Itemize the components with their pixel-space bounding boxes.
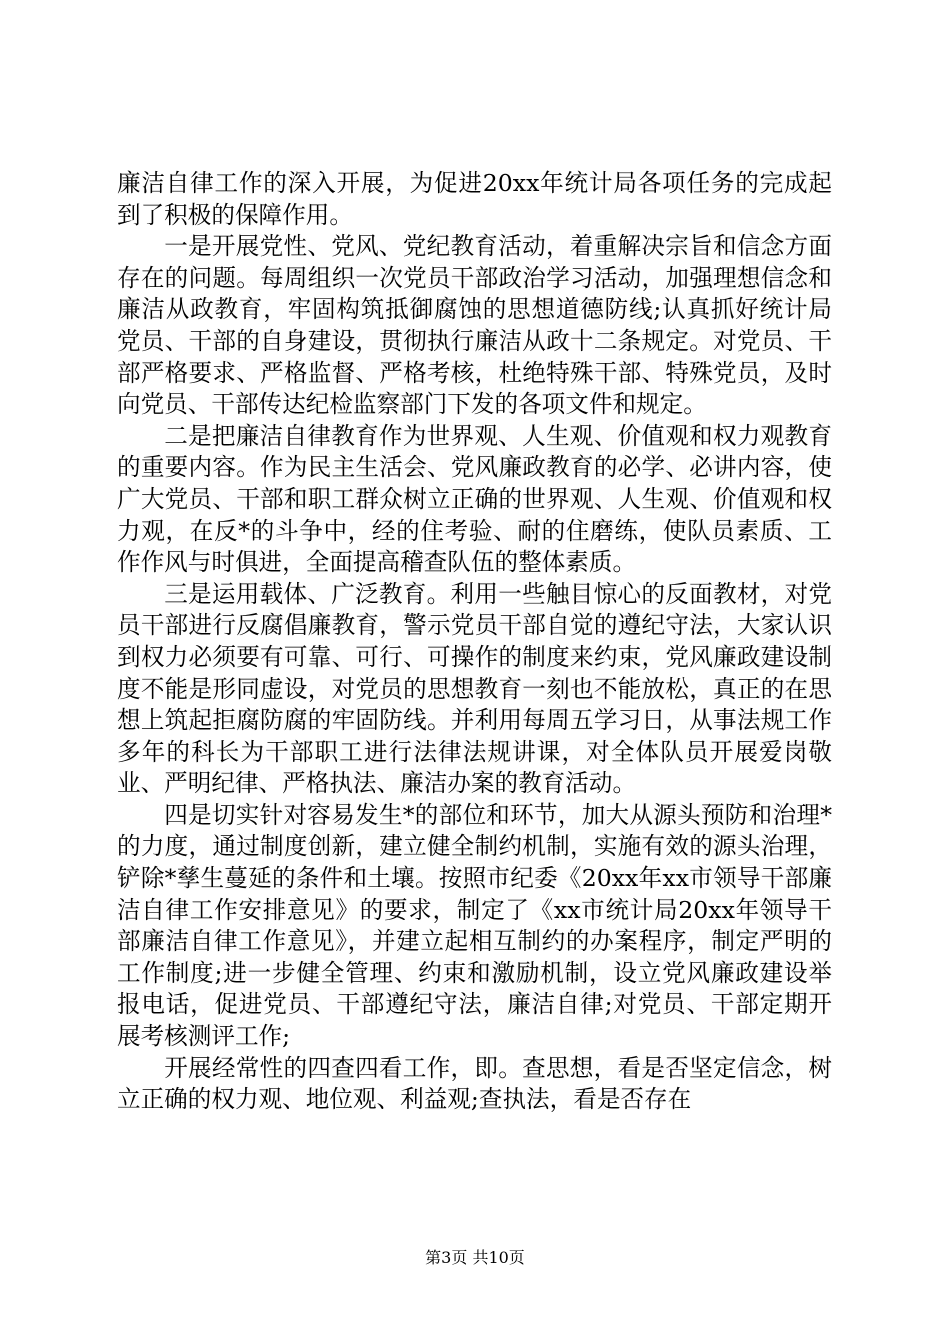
page-number: 第3页 共10页 [425, 1248, 525, 1267]
paragraph-point-one: 一是开展党性、党风、党纪教育活动，着重解决宗旨和信念方面存在的问题。每周组织一次党员干部政治学习活动，加强理想信念和廉洁从政教育，牢固构筑抵御腐蚀的思想道德防线;认真抓好统计局党员、干部的自身建设，贯彻执行廉洁从政十二条规定。对党员、干部严格要求、严格监督、严格考核，杜绝特殊干部、特殊党员，及时向党员、干部传达纪检监察部门下发的各项文件和规定。 [117, 232, 832, 419]
document-body [117, 168, 832, 1116]
paragraph-point-two: 二是把廉洁自律教育作为世界观、人生观、价值观和权力观教育的重要内容。作为民主生活会、党风廉政教育的必学、必讲内容，使广大党员、干部和职工群众树立正确的世界观、人生观、价值观和权力观，在反*的斗争中，经的住考验、耐的住磨练，使队员素质、工作作风与时俱进，全面提高稽查队伍的整体素质。 [117, 421, 832, 577]
paragraph-continuation: 廉洁自律工作的深入开展，为促进20xx年统计局各项任务的完成起到了积极的保障作用。 [117, 169, 832, 229]
paragraph-point-three: 三是运用载体、广泛教育。利用一些触目惊心的反面教材，对党员干部进行反腐倡廉教育，警示党员干部自觉的遵纪守法，大家认识到权力必须要有可靠、可行、可操作的制度来约束，党风廉政建设制度不能是形同虚设，对党员的思想教育一刻也不能放松，真正的在思想上筑起拒腐防腐的牢固防线。并利用每周五学习日，从事法规工作多年的科长为干部职工进行法律法规讲课，对全体队员开展爱岗敬业、严明纪律、严格执法、廉洁办案的教育活动。 [117, 579, 832, 798]
paragraph-four-checks: 开展经常性的四查四看工作，即。查思想，看是否坚定信念，树立正确的权力观、地位观、利益观;查执法，看是否存在 [117, 1053, 832, 1114]
paragraph-point-four: 四是切实针对容易发生*的部位和环节，加大从源头预防和治理*的力度，通过制度创新，建立健全制约机制，实施有效的源头治理，铲除*孳生蔓延的条件和土壤。按照市纪委《20xx年xx市领导干部廉洁自律工作安排意见》的要求，制定了《xx市统计局20xx年领导干部廉洁自律工作意见》，并建立起相互制约的办案程序，制定严明的工作制度;进一步健全管理、约束和激励机制，设立党风廉政建设举报电话，促进党员、干部遵纪守法，廉洁自律;对党员、干部定期开展考核测评工作; [117, 800, 832, 1051]
